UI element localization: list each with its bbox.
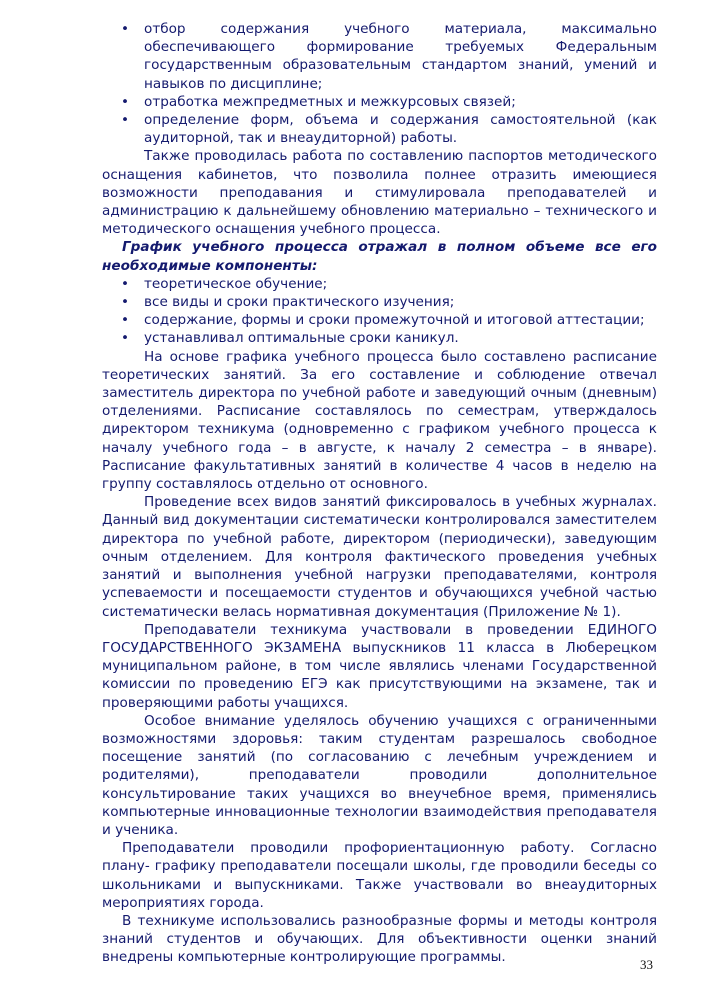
paragraph-assessment: В техникуме использовались разнообразные формы и методы контроля знаний студентов и обучающих. Для объективности оценки знаний внедрены компьютерные контролирующие программы. [102, 912, 657, 966]
bullet-icon: • [121, 330, 130, 347]
list-item: • отбор содержания учебного материала, максимально обеспечивающего формирование требуемых Федеральным государственным образовательным стандартом знаний, умений и навыков по дисциплине; [121, 21, 657, 92]
list-item: • содержание, формы и сроки промежуточной и итоговой аттестации; [121, 312, 645, 329]
paragraph-special-needs: Особое внимание уделялось обучению учащихся с ограниченными возможностями здоровья: таким студентам разрешалось свободное посещение занятий (по согласованию с лечебным учреждением и родителями), преподаватели проводили дополнительное консультирование таких учащихся во внеучебное время, применялись компьютерные инновационные технологии взаимодействия преподавателя и ученика. [102, 712, 657, 838]
document-page [102, 20, 657, 967]
bullet-icon: • [121, 21, 130, 37]
page-number: 33 [640, 957, 653, 972]
paragraph-unified-exam: Преподаватели техникума участвовали в проведении ЕДИНОГО ГОСУДАРСТВЕННОГО ЭКЗАМЕНА выпускников 11 класса в Люберецком муниципальном районе, в том числе являлись членами Государственной комиссии по проведению ЕГЭ как присутствующими на экзамене, так и проверяющими работы учащихся. [102, 621, 657, 711]
section-heading: График учебного процесса отражал в полном объеме все его необходимые компоненты: [102, 239, 657, 274]
bulleted-list-curriculum [102, 20, 657, 147]
list-item: • определение форм, объема и содержания самостоятельной (как аудиторной, так и внеаудиторной) работы. [121, 112, 657, 147]
paragraph-timetable: На основе графика учебного процесса было составлено расписание теоретических занятий. За его составление и соблюдение отвечал заместитель директора по учебной работе и заведующий очным (дневным) отделениями. Расписание составлялось по семестрам, утверждалось директором техникума (одновременно с графиком учебного процесса к началу учебного года – в августе, к началу 2 семестра – в январе). Расписание факультативных занятий в количестве 4 часов в неделю на группу составлялось отдельно от основного. [102, 348, 657, 493]
list-item: • теоретическое обучение; [121, 275, 328, 292]
paragraph-journals: Проведение всех видов занятий фиксировалось в учебных журналах. Данный вид документации систематически контролировался заместителем директора по учебной работе, директором (периодически), заведующим очным отделением. Для контроля фактического проведения учебных занятий и выполнения учебной нагрузки преподавателями, контроля успеваемости и посещаемости студентов и обучающихся учебной частью систематически велась нормативная документация (Приложение № 1). [102, 494, 657, 620]
paragraph-passports: Также проводилась работа по составлению паспортов методического оснащения кабинетов, что позволила полнее отразить имеющиеся возможности преподавания и стимулировала преподавателей и администрацию к дальнейшему обновлению материально – технического и методического оснащения учебного процесса. [102, 148, 657, 238]
list-item: • все виды и сроки практического изучения; [121, 294, 455, 311]
paragraph-career-guidance: Преподаватели проводили профориентационную работу. Согласно плану- графику преподаватели посещали школы, где проводили беседы со школьниками и выпускниками. Также участвовали во внеаудиторных мероприятиях города. [102, 840, 657, 911]
bullet-icon: • [121, 275, 130, 292]
bullet-icon: • [121, 112, 130, 129]
bullet-icon: • [121, 294, 130, 311]
list-item: • устанавливал оптимальные сроки каникул. [121, 330, 459, 347]
list-item: • отработка межпредметных и межкурсовых связей; [121, 93, 516, 110]
bullet-icon: • [121, 312, 130, 329]
bullet-icon: • [121, 93, 130, 110]
bulleted-list-schedule-components [102, 275, 657, 348]
